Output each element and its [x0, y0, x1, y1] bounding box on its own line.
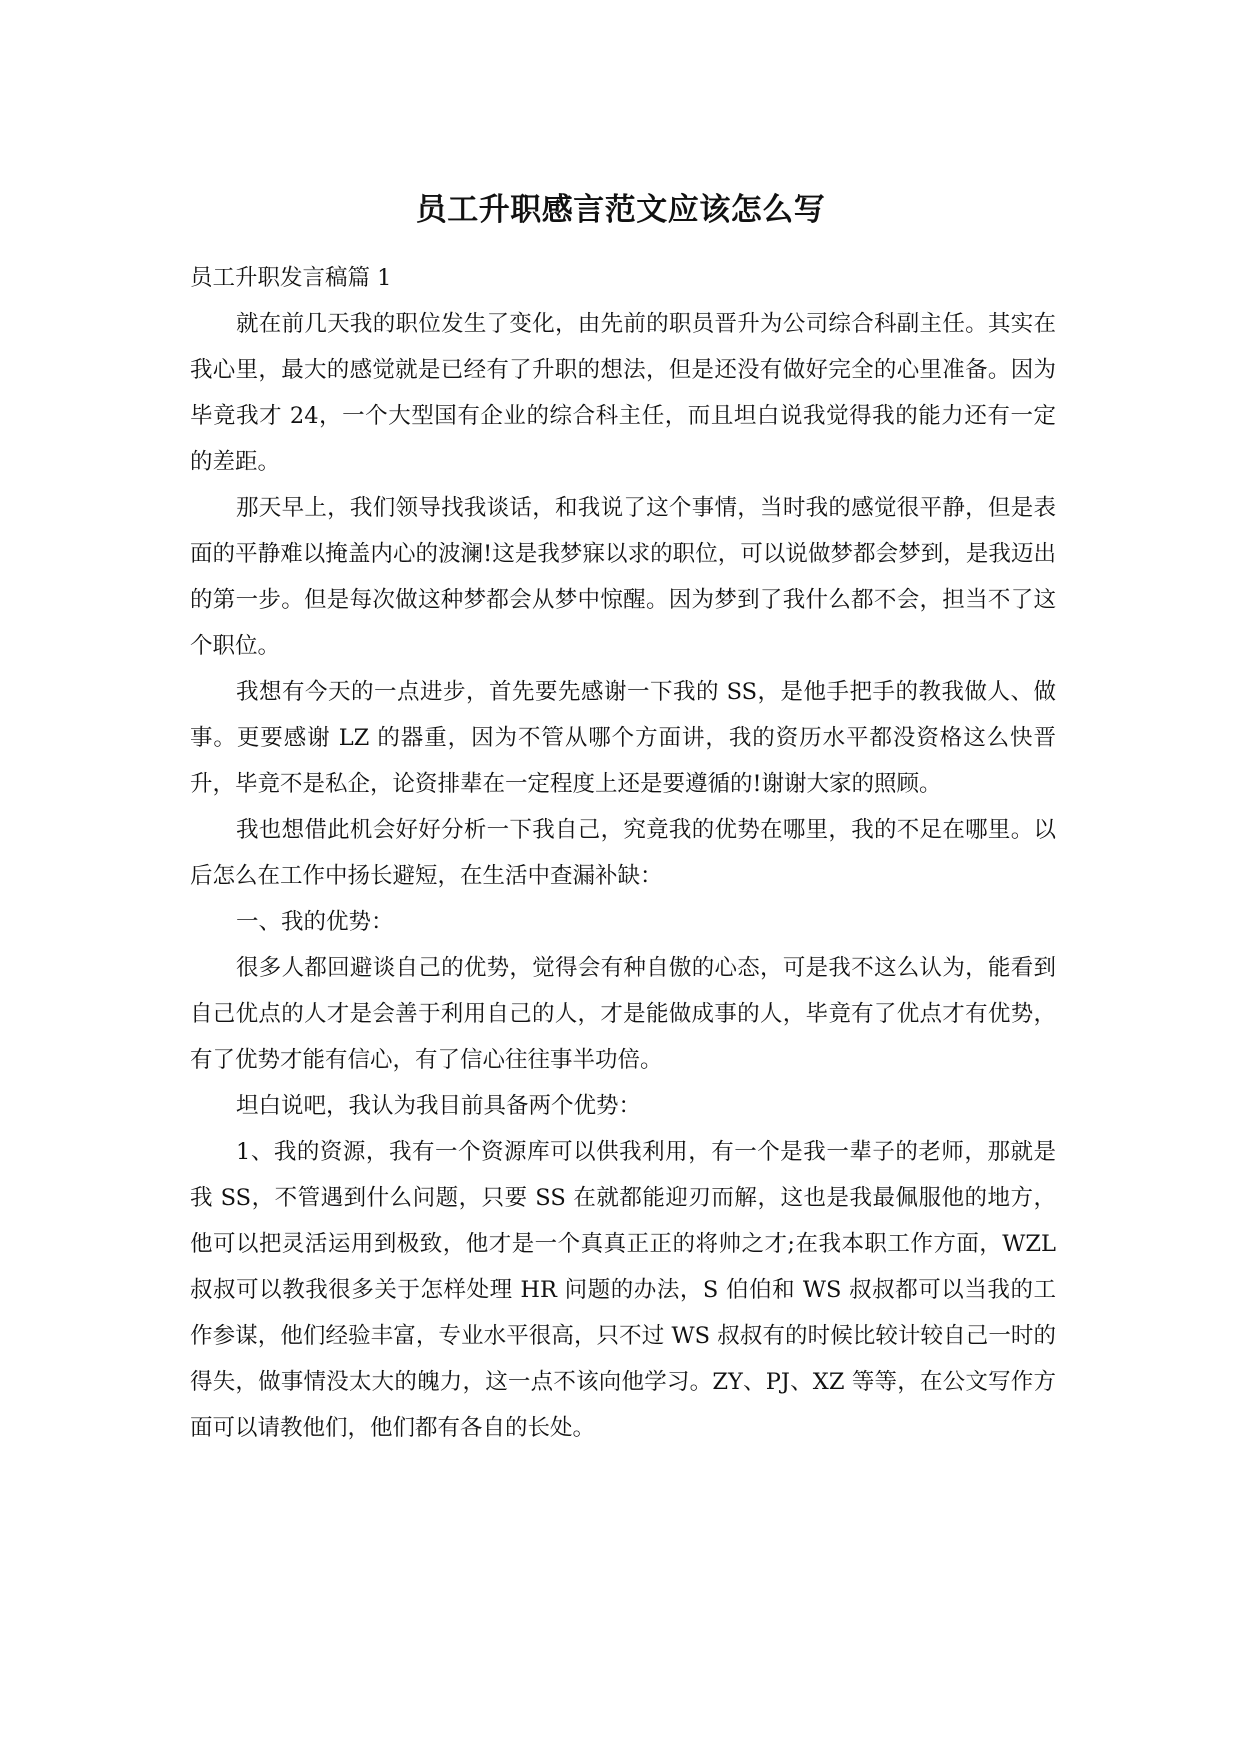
paragraph: 很多人都回避谈自己的优势，觉得会有种自傲的心态，可是我不这么认为，能看到自己优点的人才是会善于利用自己的人，才是能做成事的人，毕竟有了优点才有优势，有了优势才能有信心，有了信心往往事半功倍。: [190, 955, 1056, 1073]
document-title: 员工升职感言范文应该怎么写: [415, 192, 826, 228]
paragraph: 就在前几天我的职位发生了变化，由先前的职员晋升为公司综合科副主任。其实在我心里，最大的感觉就是已经有了升职的想法，但是还没有做好完全的心里准备。因为毕竟我才 24，一个大型国有企业的综合科主任，而且坦白说我觉得我的能力还有一定的差距。: [190, 311, 1056, 475]
paragraph: 我也想借此机会好好分析一下我自己，究竟我的优势在哪里，我的不足在哪里。以后怎么在工作中扬长避短，在生活中查漏补缺：: [190, 817, 1056, 889]
paragraph: 1、我的资源，我有一个资源库可以供我利用，有一个是我一辈子的老师，那就是我 SS，不管遇到什么问题，只要 SS 在就都能迎刃而解，这也是我最佩服他的地方，他可以把灵活运用到极致，他才是一个真真正正的将帅之才;在我本职工作方面，WZL 叔叔可以教我很多关于怎样处理 HR 问题的办法，S 伯伯和 WS 叔叔都可以当我的工作参谋，他们经验丰富，专业水平很高，只不过 WS 叔叔有的时候比较计较自己一时的得失，做事情没太大的魄力，这一点不该向他学习。ZY、PJ、XZ 等等，在公文写作方面可以请教他们，他们都有各自的长处。: [190, 1139, 1056, 1441]
paragraph: 我想有今天的一点进步，首先要先感谢一下我的 SS，是他手把手的教我做人、做事。更要感谢 LZ 的器重，因为不管从哪个方面讲，我的资历水平都没资格这么快晋升，毕竟不是私企，论资排辈在一定程度上还是要遵循的!谢谢大家的照顾。: [190, 679, 1056, 797]
paragraph: 那天早上，我们领导找我谈话，和我说了这个事情，当时我的感觉很平静，但是表面的平静难以掩盖内心的波澜!这是我梦寐以求的职位，可以说做梦都会梦到，是我迈出的第一步。但是每次做这种梦都会从梦中惊醒。因为梦到了我什么都不会，担当不了这个职位。: [190, 495, 1056, 659]
document-body: [190, 255, 1056, 1451]
paragraph: 坦白说吧，我认为我目前具备两个优势：: [236, 1093, 642, 1119]
section-heading: 一、我的优势：: [236, 909, 394, 935]
section-subtitle: 员工升职发言稿篇 1: [190, 265, 392, 291]
